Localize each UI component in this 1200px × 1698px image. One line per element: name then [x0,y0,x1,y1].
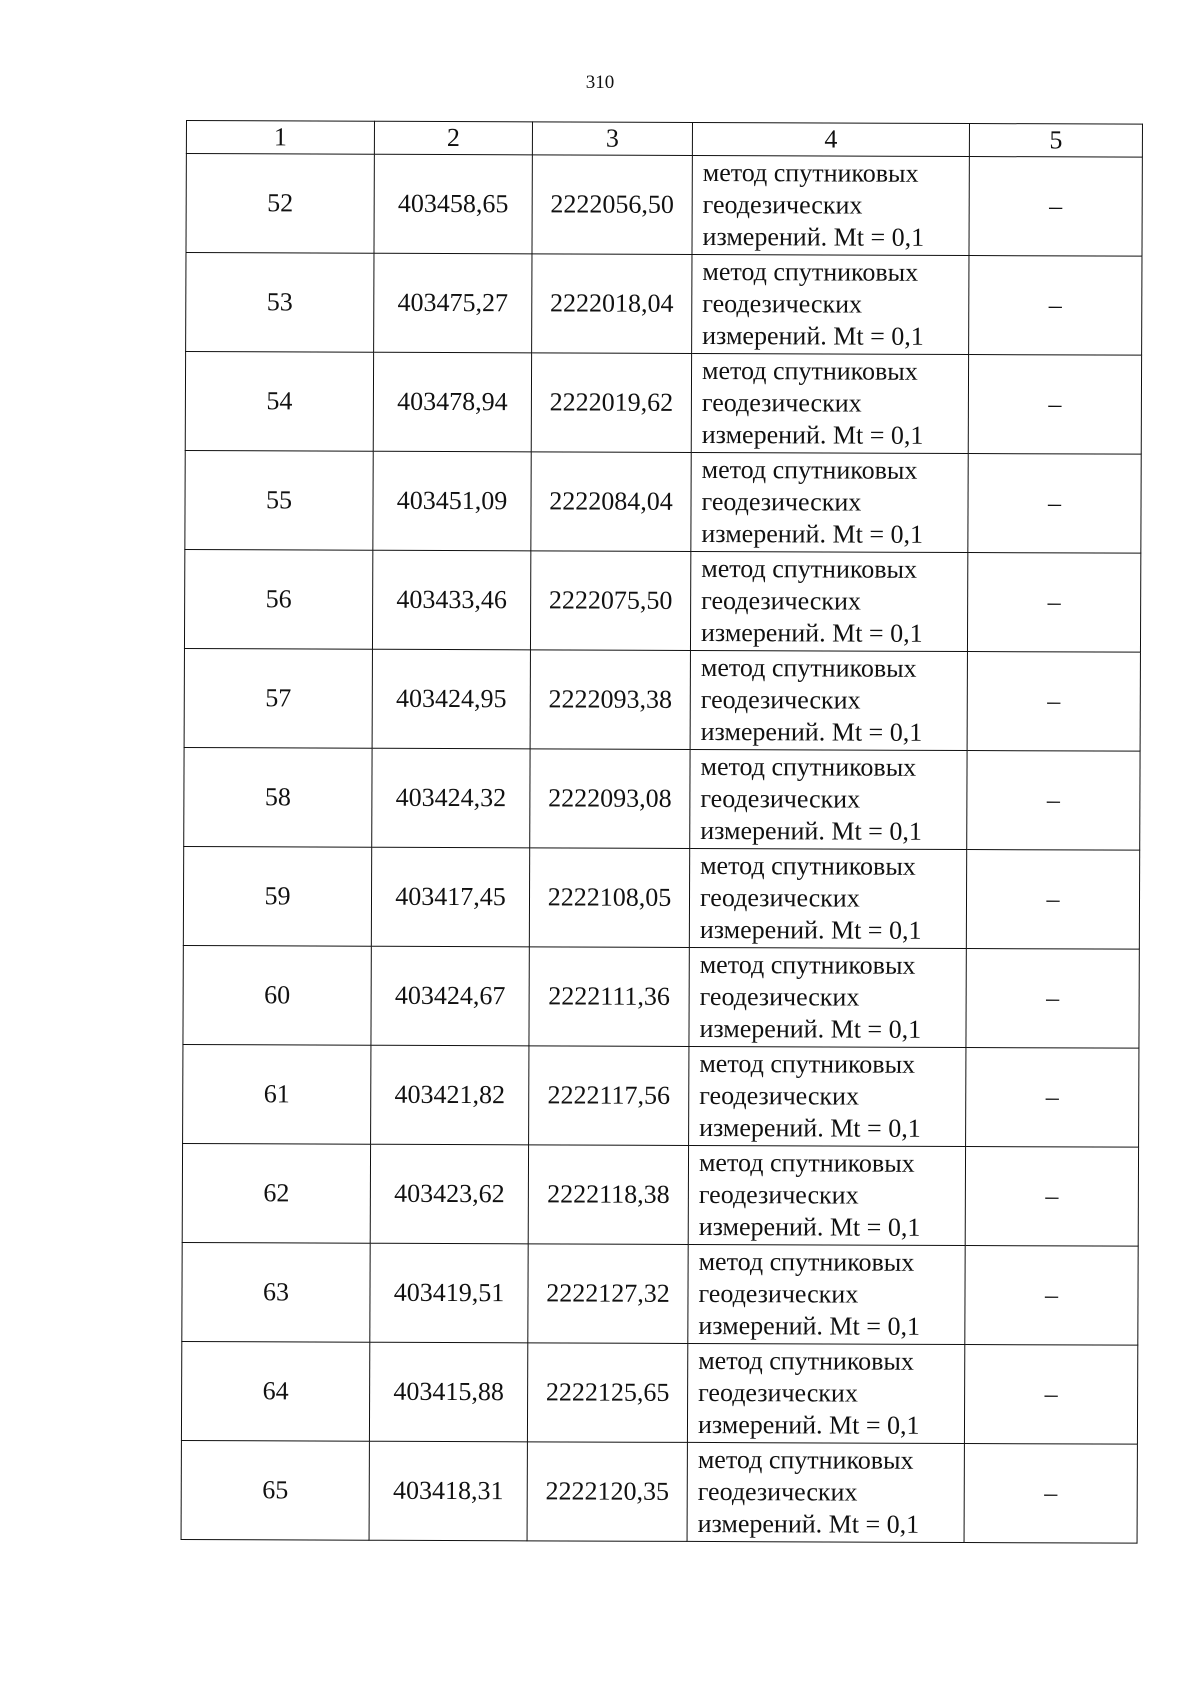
header-cell-5: 5 [969,124,1142,158]
note-cell: – [967,553,1140,653]
method-line: геодезических [698,1278,859,1309]
y-coordinate-cell: 2222120,35 [527,1442,687,1542]
method-cell [690,551,967,651]
method-line: метод спутниковых [700,751,917,782]
y-coordinate-cell: 2222056,50 [532,155,692,255]
note-cell: – [964,1344,1137,1444]
method-line: геодезических [697,1476,858,1507]
note-cell: – [964,1443,1137,1543]
method-line: геодезических [701,387,862,418]
table-row [184,648,1140,751]
table-row [181,1440,1137,1543]
method-line: метод спутниковых [698,1147,915,1178]
method-line: геодезических [700,783,861,814]
method-line: измерений. Mt = 0,1 [700,815,922,846]
y-coordinate-cell: 2222108,05 [529,848,689,948]
method-line: метод спутниковых [699,949,916,980]
table-body [181,154,1142,1544]
table-row [184,549,1140,652]
method-cell [690,749,967,849]
x-coordinate-cell: 403424,32 [372,748,530,848]
x-coordinate-cell: 403417,45 [371,847,529,947]
x-coordinate-cell: 403419,51 [370,1243,528,1343]
point-number-cell: 61 [183,1044,371,1144]
method-line: измерений. Mt = 0,1 [698,1211,921,1242]
y-coordinate-cell: 2222111,36 [529,947,689,1047]
y-coordinate-cell: 2222117,56 [529,1046,689,1146]
note-cell: – [967,652,1140,752]
point-number-cell: 52 [186,154,374,254]
x-coordinate-cell: 403423,62 [370,1144,528,1244]
header-cell-3: 3 [532,122,692,156]
method-line: метод спутниковых [702,256,919,287]
method-cell [691,452,968,552]
point-number-cell: 64 [181,1341,369,1441]
point-number-cell: 59 [183,846,371,946]
coordinates-table-wrapper [181,120,1142,1544]
x-coordinate-cell: 403478,94 [373,352,531,452]
method-line: измерений. Mt = 0,1 [699,914,922,945]
method-cell [688,1145,965,1245]
note-cell: – [966,949,1139,1049]
point-number-cell: 60 [183,945,371,1045]
table-row [182,1143,1138,1246]
method-line: метод спутниковых [701,553,918,584]
point-number-cell: 53 [186,253,374,353]
method-line: геодезических [700,684,861,715]
header-cell-4: 4 [692,122,969,156]
header-row [186,121,1142,158]
point-number-cell: 58 [184,747,372,847]
y-coordinate-cell: 2222127,32 [528,1244,688,1344]
method-cell [689,947,966,1047]
method-line: измерений. Mt = 0,1 [698,1310,921,1341]
y-coordinate-cell: 2222018,04 [532,254,692,354]
table-row [186,154,1142,257]
note-cell: – [967,751,1140,851]
table-row [183,846,1139,949]
method-line: геодезических [699,981,860,1012]
table-row [181,1341,1137,1444]
method-line: геодезических [702,288,863,319]
y-coordinate-cell: 2222093,38 [530,650,690,750]
method-cell [689,1046,966,1146]
point-number-cell: 62 [182,1143,370,1243]
x-coordinate-cell: 403433,46 [372,550,530,650]
method-line: геодезических [701,486,862,517]
table-row [185,352,1141,455]
method-cell [692,155,969,255]
method-line: геодезических [698,1377,858,1408]
note-cell: – [965,1246,1138,1346]
header-cell-1: 1 [186,121,374,155]
point-number-cell: 63 [182,1242,370,1342]
method-cell [689,848,966,948]
method-cell [688,1244,965,1344]
method-line: метод спутниковых [702,157,919,188]
x-coordinate-cell: 403421,82 [371,1045,529,1145]
method-line: метод спутниковых [701,355,918,386]
x-coordinate-cell: 403418,31 [369,1441,527,1541]
note-cell: – [966,850,1139,950]
method-line: измерений. Mt = 0,1 [697,1508,920,1539]
method-line: измерений. Mt = 0,1 [700,617,923,648]
x-coordinate-cell: 403424,95 [372,649,530,749]
method-line: измерений. Mt = 0,1 [697,1409,920,1440]
table-row [186,253,1142,356]
method-line: измерений. Mt = 0,1 [701,419,924,450]
note-cell: – [966,1048,1139,1148]
method-cell [687,1442,964,1542]
note-cell: – [968,355,1141,455]
y-coordinate-cell: 2222125,65 [527,1343,687,1443]
table-row [185,450,1141,553]
method-cell [687,1343,964,1443]
note-cell: – [969,256,1142,356]
y-coordinate-cell: 2222075,50 [530,551,690,651]
method-line: метод спутниковых [700,652,917,683]
x-coordinate-cell: 403451,09 [373,451,531,551]
point-number-cell: 65 [181,1440,369,1540]
method-line: метод спутниковых [698,1246,915,1277]
method-line: измерений. Mt = 0,1 [699,1013,922,1044]
table-row [183,1044,1139,1147]
method-line: метод спутниковых [699,1048,916,1079]
note-cell: – [965,1147,1138,1247]
method-cell [690,650,967,750]
method-line: геодезических [701,585,861,616]
note-cell: – [969,157,1142,257]
point-number-cell: 54 [185,352,373,452]
method-line: измерений. Mt = 0,1 [702,320,924,351]
y-coordinate-cell: 2222093,08 [530,749,690,849]
point-number-cell: 55 [185,450,373,550]
method-line: измерений. Mt = 0,1 [702,221,925,252]
x-coordinate-cell: 403458,65 [374,154,532,254]
x-coordinate-cell: 403415,88 [369,1342,527,1442]
table-row [182,1242,1138,1345]
table-row [184,747,1140,850]
note-cell: – [968,454,1141,554]
x-coordinate-cell: 403475,27 [374,253,532,353]
method-line: метод спутниковых [698,1345,914,1376]
point-number-cell: 57 [184,648,372,748]
page-number: 310 [585,72,615,93]
method-line: метод спутниковых [701,454,918,485]
y-coordinate-cell: 2222019,62 [531,353,691,453]
method-line: измерений. Mt = 0,1 [699,1112,921,1143]
method-line: метод спутниковых [700,850,916,881]
method-line: метод спутниковых [697,1444,914,1475]
point-number-cell: 56 [184,549,372,649]
table-row [183,945,1139,1048]
method-line: измерений. Mt = 0,1 [701,518,924,549]
y-coordinate-cell: 2222118,38 [528,1145,688,1245]
header-cell-2: 2 [374,121,532,155]
method-line: геодезических [702,189,863,220]
x-coordinate-cell: 403424,67 [371,946,529,1046]
method-cell [692,254,969,354]
method-cell [691,353,968,453]
method-line: геодезических [699,1080,860,1111]
method-line: геодезических [699,882,860,913]
coordinates-table [181,120,1143,1544]
method-line: измерений. Mt = 0,1 [700,716,923,747]
method-line: геодезических [698,1179,859,1210]
y-coordinate-cell: 2222084,04 [531,452,691,552]
table-header [186,121,1142,158]
